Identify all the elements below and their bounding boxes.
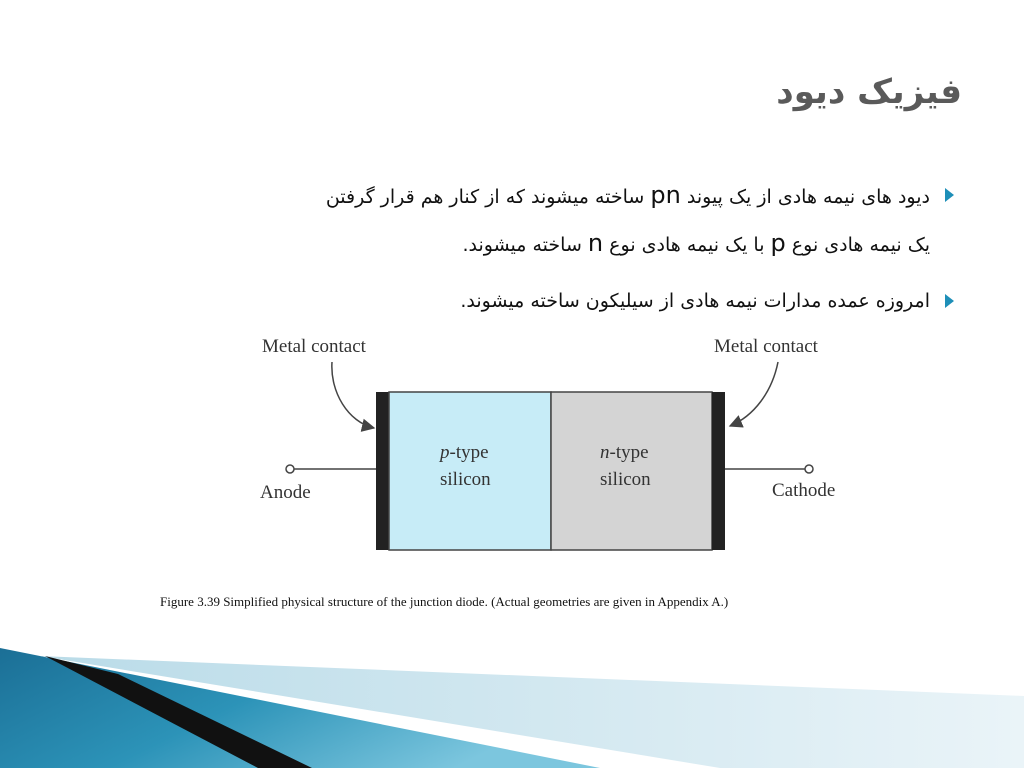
slide-title: فیزیک دیود [776,72,962,112]
bullet-text: با یک نیمه هادی نوع [603,234,771,256]
bullet-text-latin: pn [650,181,681,209]
p-silicon-label: silicon [440,469,491,490]
bullet-text: ساخته میشوند که از کنار هم قرار گرفتن [325,186,651,208]
bullet-text-latin: n [587,229,604,257]
bullet-text: دیود های نیمه هادی از یک پیوند [680,186,930,208]
metal-contact-label-left: Metal contact [262,336,366,357]
bullet-text: ساخته میشوند. [462,234,588,256]
n-silicon-label: silicon [600,469,651,490]
n-type-label: n-type [600,442,649,463]
anode-label: Anode [260,482,311,503]
bullet-text: یک نیمه هادی نوع [785,234,930,256]
figure-caption: Figure 3.39 Simplified physical structure of the junction diode. (Actual geometries are given in Appendix A.) [160,594,729,609]
p-type-label: p-type [440,442,489,463]
bullet-text-latin: p [770,229,786,257]
cathode-label: Cathode [772,480,836,501]
bullet-line: امروزه عمده مدارات نیمه هادی از سیلیکون ساخته میشوند. [460,290,930,312]
metal-contact-label-right: Metal contact [714,336,818,357]
